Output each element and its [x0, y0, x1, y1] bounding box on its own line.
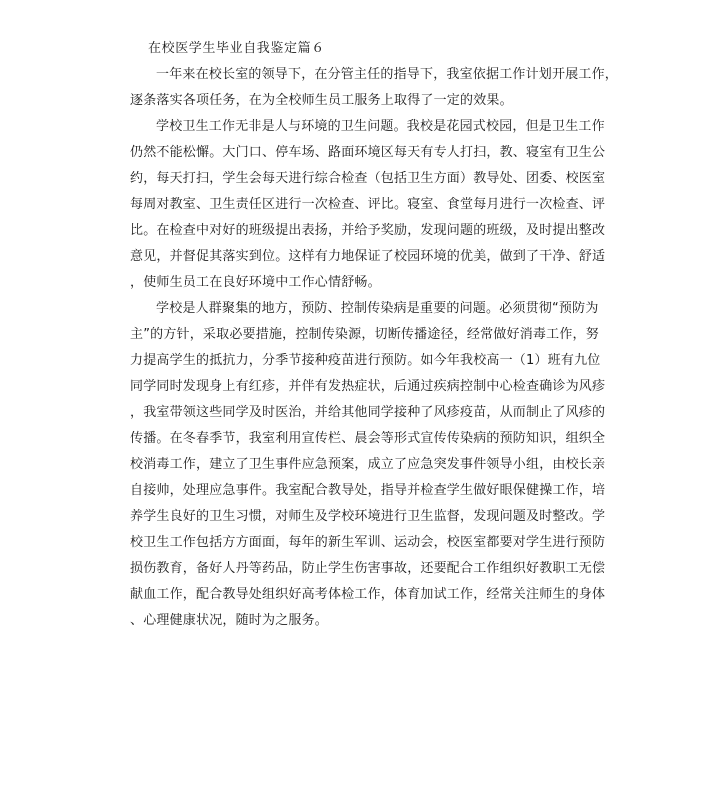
- paragraph-2: [130, 114, 606, 296]
- text-line: 仍然不能松懈。大门口、停车场、路面环境区每天有专人打扫，教、寝室有卫生公: [130, 145, 606, 160]
- paragraph-1: [130, 62, 619, 114]
- text-line: 意见，并督促其落实到位。这样有力地保证了校园环境的优美，做到了干净、舒适: [130, 249, 606, 264]
- text-line: 献血工作，配合教导处组织好高考体检工作，体育加试工作，经常关注师生的身体: [130, 587, 606, 602]
- text-line: 、心理健康状况，随时为之服务。: [130, 613, 329, 628]
- document-title: 在校医学生毕业自我鉴定篇６: [148, 41, 325, 56]
- text-line: 校消毒工作，建立了卫生事件应急预案，成立了应急突发事件领导小组，由校长亲: [130, 457, 606, 472]
- text-line: 力提高学生的抵抗力，分季节接种疫苗进行预防。如今年我校高一（1）班有九位: [130, 353, 601, 368]
- text-line: 一年来在校长室的领导下，在分管主任的指导下，我室依据工作计划开展工作，: [156, 67, 619, 82]
- text-line: ，我室带领这些同学及时医治，并给其他同学接种了风疹疫苗，从而制止了风疹的: [130, 405, 606, 420]
- text-line: 逐条落实各项任务，在为全校师生员工服务上取得了一定的效果。: [130, 93, 513, 108]
- text-line: 约，每天打扫，学生会每天进行综合检查（包括卫生方面）教导处、团委、校医室: [130, 171, 606, 186]
- text-line: 自接帅，处理应急事件。我室配合教导处，指导并检查学生做好眼保健操工作，培: [130, 483, 606, 498]
- text-line: 比。在检查中对好的班级提出表扬，并给予奖励，发现问题的班级，及时提出整改: [130, 223, 606, 238]
- text-line: ，使师生员工在良好环境中工作心情舒畅。: [130, 275, 381, 290]
- text-line: 校卫生工作包括方方面面，每年的新生军训、运动会，校医室都要对学生进行预防: [130, 535, 606, 550]
- document-body: [130, 36, 619, 634]
- paragraph-3: [130, 296, 606, 634]
- text-line: 主”的方针，采取必要措施，控制传染源，切断传播途径，经常做好消毒工作，努: [130, 327, 599, 342]
- text-line: 学校卫生工作无非是人与环境的卫生问题。我校是花园式校园，但是卫生工作: [156, 119, 605, 134]
- text-line: 每周对教室、卫生责任区进行一次检查、评比。寝室、食堂每月进行一次检查、评: [130, 197, 606, 212]
- text-line: 同学同时发现身上有红疹，并伴有发热症状，后通过疾病控制中心检查确诊为风疹: [130, 379, 606, 394]
- text-line: 传播。在冬春季节，我室利用宣传栏、晨会等形式宣传传染病的预防知识，组织全: [130, 431, 606, 446]
- text-line: 损伤教育，备好人丹等药品，防止学生伤害事故，还要配合工作组织好教职工无偿: [130, 561, 606, 576]
- text-line: 学校是人群聚集的地方，预防、控制传染病是重要的问题。必须贯彻“预防为: [156, 301, 599, 316]
- text-line: 养学生良好的卫生习惯，对师生及学校环境进行卫生监督，发现问题及时整改。学: [130, 509, 606, 524]
